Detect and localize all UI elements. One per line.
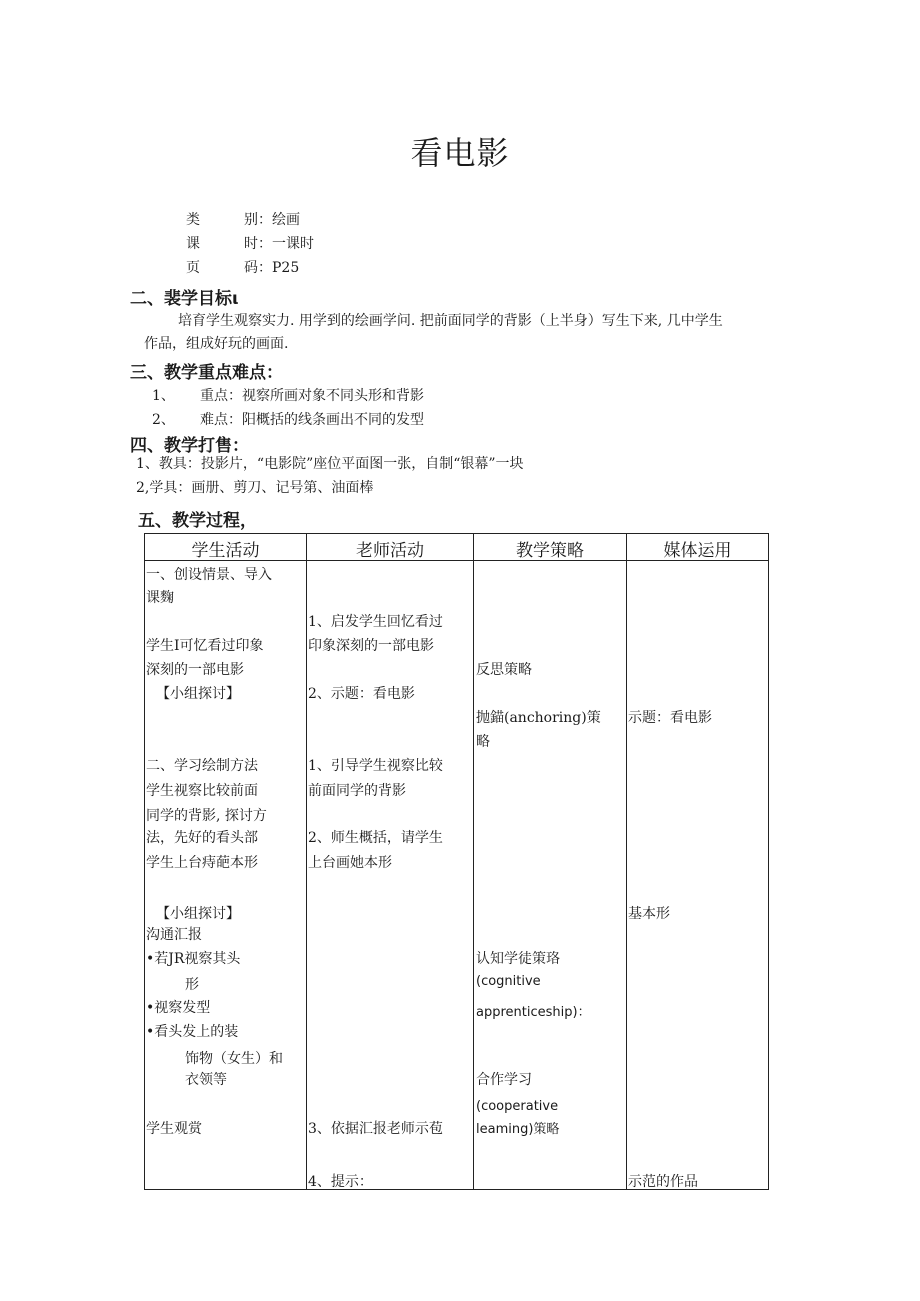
student-line: 学生视察比较前面: [146, 783, 258, 799]
section4-heading: 四、教学打售：: [130, 436, 249, 456]
meta-key-rest: 时：: [244, 236, 272, 252]
section4-item-1: 1、教具：投影片，“电影院”座位平面图一张，自制“银幕”一块: [136, 456, 524, 472]
section2-line1: 培育学生观察实力. 用学到的绘画学问. 把前面同学的背影（上半身）写生下来, 几中学生: [178, 313, 723, 329]
strategy-line: leaming)策略: [476, 1122, 560, 1137]
section3-item-1: [152, 385, 424, 405]
header-media-use: 媒体运用: [627, 534, 769, 561]
teacher-line: 2、示题：看电影: [308, 686, 415, 702]
student-line: 【小组探讨】: [156, 686, 240, 702]
meta-key-char: 页: [186, 260, 200, 276]
student-line: 同学的背影, 探讨方: [146, 808, 267, 824]
meta-key-char: 课: [186, 236, 200, 252]
section2-heading: 二、裴学目标ι: [130, 289, 239, 309]
teacher-line: 1、引导学生视察比较: [308, 758, 443, 774]
student-line: 课麴: [146, 590, 174, 606]
student-line: •若JR视察其头: [146, 951, 241, 967]
student-line: 法，先好的看头部: [146, 830, 258, 846]
item-number: 1、: [152, 388, 175, 404]
teaching-strategy-cell: [474, 561, 627, 1190]
header-student-activity: 学生活动: [145, 534, 307, 561]
strategy-line: 认知学徒策珞: [476, 951, 560, 967]
table-header-row: [145, 534, 769, 561]
meta-value: 绘画: [272, 212, 300, 228]
student-line: 学生观赏: [146, 1121, 202, 1137]
section5-heading: 五、教学过程，: [138, 511, 257, 531]
student-line: 饰物（女生）和: [185, 1051, 283, 1067]
student-line: •视察发型: [146, 1000, 211, 1016]
meta-value: P25: [272, 260, 300, 276]
student-line: 二、学习绘制方法: [146, 758, 258, 774]
strategy-line: 抛錨(anchoring)策: [476, 710, 601, 726]
table-row: [145, 561, 769, 1190]
item-text: 难点：阳概括的线条画出不同的发型: [200, 412, 424, 428]
student-line: 一、创设情景、导入: [146, 567, 272, 583]
meta-key-rest: 码：: [244, 260, 272, 276]
student-line: 学生上台痔葩本形: [146, 855, 258, 871]
section3-item-2: [152, 409, 424, 429]
teaching-process-table: [144, 533, 769, 1190]
page-title: 看电影: [410, 134, 510, 172]
strategy-line: 合作学习: [476, 1072, 532, 1088]
section4-item-2: 2,学具：画册、剪刀、记号第、油面棒: [136, 480, 374, 496]
student-line: •看头发上的装: [146, 1024, 239, 1040]
item-number: 2、: [152, 412, 175, 428]
header-teacher-activity: 老师活动: [307, 534, 474, 561]
header-teaching-strategy: 教学策略: [474, 534, 627, 561]
media-use-cell: [627, 561, 769, 1190]
strategy-line: (cooperative: [476, 1099, 559, 1114]
item-text: 重点：视察所画对象不同头形和背影: [200, 388, 424, 404]
student-line: 衣领等: [185, 1072, 227, 1088]
student-line: 学生Ι可忆看过印象: [146, 638, 264, 654]
section3-heading: 三、教学重点难点：: [130, 363, 283, 383]
teacher-line: 印象深刻的一部电影: [308, 638, 434, 654]
teacher-line: 前面同学的背影: [308, 783, 406, 799]
media-line: 基本形: [628, 906, 670, 922]
section2-line2: 作品，组成好玩的画面.: [144, 336, 289, 352]
meta-category: [186, 209, 300, 229]
media-line: 示题：看电影: [628, 710, 712, 726]
student-line: 沟通汇报: [146, 927, 202, 943]
teacher-line: 1、启发学生回忆看过: [308, 614, 443, 630]
media-line: 示范的作品: [628, 1174, 698, 1190]
student-activity-cell: [145, 561, 307, 1190]
strategy-line: 反思策略: [476, 662, 532, 678]
meta-page: [186, 257, 299, 277]
teacher-activity-cell: [307, 561, 474, 1190]
meta-duration: [186, 233, 314, 253]
strategy-line: 略: [476, 734, 490, 750]
strategy-line: (cognitive: [476, 974, 541, 989]
student-line: 深刻的一部电影: [146, 662, 244, 678]
strategy-line: apprenticeship)：: [476, 1005, 591, 1020]
meta-value: 一课时: [272, 236, 314, 252]
teacher-line: 4、提示：: [308, 1174, 373, 1190]
meta-key-rest: 别：: [244, 212, 272, 228]
student-line: 形: [185, 977, 199, 993]
teacher-line: 2、师生概括，请学生: [308, 830, 443, 846]
teacher-line: 上台画她本形: [308, 855, 392, 871]
student-line: 【小组探讨】: [156, 906, 240, 922]
teacher-line: 3、依据汇报老师示苞: [308, 1121, 443, 1137]
meta-key-char: 类: [186, 212, 200, 228]
